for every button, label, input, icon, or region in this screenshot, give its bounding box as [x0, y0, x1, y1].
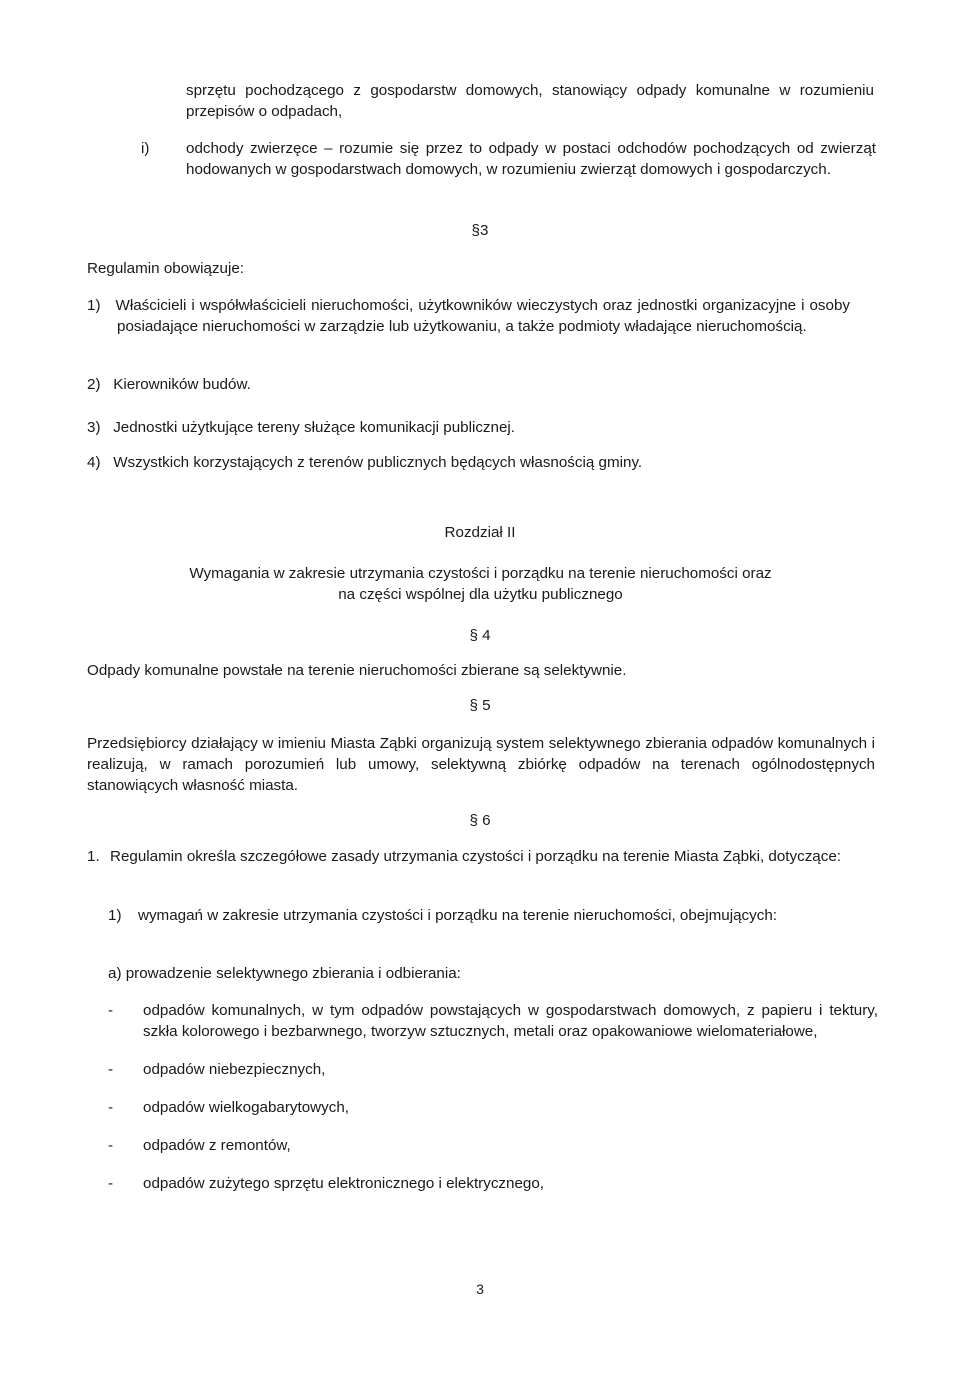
list-item [87, 295, 850, 337]
section-heading: §3 [471, 222, 489, 239]
list-item-text: Jednostki użytkujące tereny służące komunikacji publicznej. [113, 419, 516, 436]
subitem-a: a) prowadzenie selektywnego zbierania i odbierania: [108, 965, 461, 982]
section-text: Odpady komunalne powstałe na terenie nieruchomości zbierane są selektywnie. [87, 662, 627, 679]
section-lead: Regulamin obowiązuje: [87, 260, 245, 277]
section-heading: § 5 [469, 697, 491, 714]
list-item-text: Właścicieli i współwłaścicieli nieruchomości, użytkowników wieczystych oraz jednostki organizacyjne i osoby posiadające nieruchomości w zarządzie lub użytkowaniu, a także podmioty władające nieruchomością. [115, 297, 850, 335]
bullet-item [108, 1000, 878, 1042]
bullet-item [108, 1059, 878, 1080]
bullet-item [108, 1135, 878, 1156]
bullet-list [108, 1000, 878, 1194]
list-marker: 2) [87, 376, 101, 393]
bullet-text: odpadów zużytego sprzętu elektronicznego i elektrycznego, [143, 1175, 545, 1192]
bullet-item [108, 1173, 878, 1194]
list-marker: 1) [108, 907, 122, 924]
section-heading: § 6 [469, 812, 491, 829]
list-marker: 3) [87, 419, 101, 436]
bullet-marker: - [108, 1061, 114, 1078]
bullet-marker: - [108, 1175, 114, 1192]
list-marker: 1. [87, 848, 100, 865]
list-item-continuation [186, 80, 874, 122]
chapter-subtitle-line-2: na części wspólnej dla użytku publicznego [338, 586, 623, 603]
section-text: Przedsiębiorcy działający w imieniu Miasta Ząbki organizują system selektywnego zbierania odpadów komunalnych i realizują, w ramach porozumień lub umowy, selektywną zbiórkę odpadów na terenach ogólnodostępnych stanowiących własność miasta. [87, 735, 875, 794]
list-marker: 1) [87, 297, 101, 314]
bullet-text: odpadów niebezpiecznych, [143, 1061, 326, 1078]
list-item-text: Wszystkich korzystających z terenów publicznych będących własnością gminy. [113, 454, 643, 471]
list-item [87, 417, 820, 438]
bullet-marker: - [108, 1137, 114, 1154]
bullet-marker: - [108, 1002, 114, 1019]
list-item-text: sprzętu pochodzącego z gospodarstw domowych, stanowiący odpady komunalne w rozumieniu przepisów o odpadach, [186, 82, 874, 120]
bullet-marker: - [108, 1099, 114, 1116]
chapter-title: Rozdział II [444, 524, 516, 541]
list-marker: 4) [87, 454, 101, 471]
list-item-text: Kierowników budów. [113, 376, 251, 393]
bullet-item [108, 1097, 878, 1118]
bullet-text: odpadów komunalnych, w tym odpadów powstających w gospodarstwach domowych, z papieru i tektury, szkła kolorowego i bezbarwnego, tworzyw sztucznych, metali oraz opakowaniowe wielomateriałowe, [143, 1002, 878, 1040]
bullet-text: odpadów wielkogabarytowych, [143, 1099, 349, 1116]
paragraph-text: Regulamin określa szczegółowe zasady utrzymania czystości i porządku na terenie Miasta Ząbki, dotyczące: [110, 848, 842, 865]
page-number: 3 [476, 1281, 484, 1297]
list-item-text: odchody zwierzęce – rozumie się przez to odpady w postaci odchodów pochodzących od zwierząt hodowanych w gospodarstwach domowych, w rozumieniu zwierząt domowych i gospodarczych. [186, 140, 876, 178]
subitem-text: wymagań w zakresie utrzymania czystości i porządku na terenie nieruchomości, obejmujących: [138, 907, 777, 924]
chapter-subtitle-line-1: Wymagania w zakresie utrzymania czystości i porządku na terenie nieruchomości oraz [189, 565, 772, 582]
section-heading: § 4 [469, 627, 491, 644]
list-marker: i) [141, 140, 150, 157]
list-item [87, 452, 820, 473]
list-item [87, 374, 820, 395]
bullet-text: odpadów z remontów, [143, 1137, 291, 1154]
